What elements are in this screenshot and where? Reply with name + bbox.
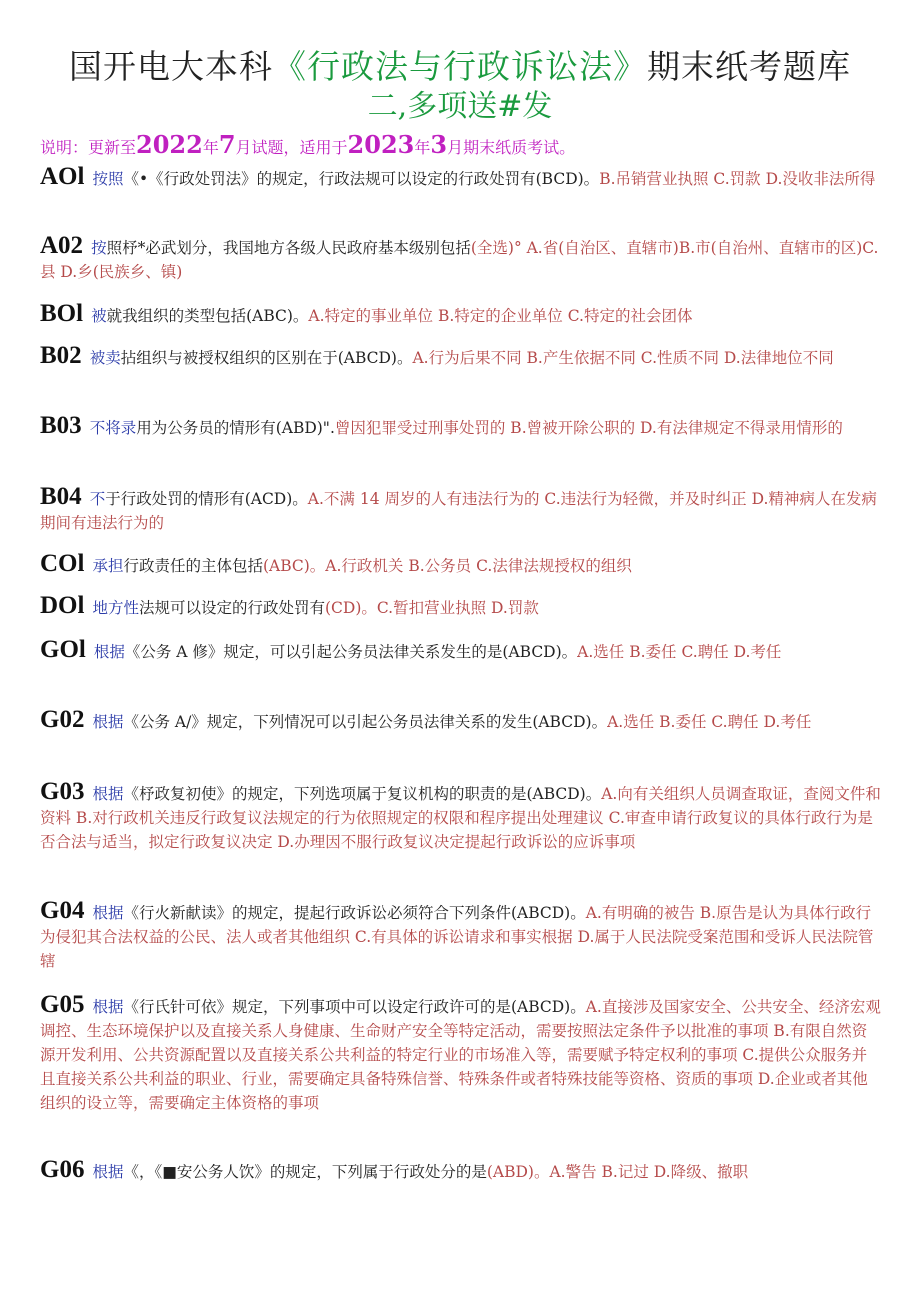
question-stem: 《，《■安公务人饮》的规定，下列属于行政处分的是 xyxy=(123,1163,487,1181)
question-options: A.直接涉及国家安全、公共安全、经济宏观调控、生态环境保护以及直接关系人身健康、生命财产安全等特定活动，需要按照法定条件予以批准的事项 B.有限自然资源开发利用、公共资源配置以及直接关系公共利益的特定行业的市场准入等，需要赋予特定权利的事项 C.提供公众服务并且直接关系公共利益的职业、行业，需要确定具备特殊信誉、特殊条件或者特殊技能等资格、资质的事项 D.企业或者其他组织的设立等，需要确定主体资格的事项 xyxy=(40,998,881,1112)
question-code: G06 xyxy=(40,1156,85,1183)
question-item xyxy=(40,485,882,535)
question-keyword: 被卖 xyxy=(89,349,121,367)
question-item xyxy=(40,552,882,578)
question-options: (ABC)。A.行政机关 B.公务员 C.法律法规授权的组织 xyxy=(262,557,632,575)
question-keyword: 根据 xyxy=(93,643,125,661)
question-stem: 于行政处罚的情形有(ACD)。 xyxy=(105,490,308,508)
question-code: G02 xyxy=(40,706,85,733)
question-item xyxy=(40,344,882,370)
question-code: B04 xyxy=(40,483,82,510)
question-keyword: 不 xyxy=(89,490,106,508)
question-code: GOl xyxy=(40,636,86,663)
question-options: A.特定的事业单位 B.特定的企业单位 C.特定的社会团体 xyxy=(308,307,693,325)
question-code: B03 xyxy=(40,412,82,439)
question-item xyxy=(40,780,882,854)
question-stem: 法规可以设定的行政处罚有 xyxy=(138,599,325,617)
question-stem: 《行氏针可依》规定，下列事项中可以设定行政许可的是(ABCD)。 xyxy=(123,998,586,1016)
question-code: G05 xyxy=(40,991,85,1018)
question-item xyxy=(40,1158,882,1184)
question-stem: 用为公务员的情形有(ABD)". xyxy=(136,419,335,437)
question-options: 曾因犯罪受过刑事处罚的 B.曾被开除公职的 D.有法律规定不得录用情形的 xyxy=(334,419,843,437)
question-stem: 拈组织与被授权组织的区别在于(ABCD)。 xyxy=(120,349,413,367)
question-keyword: 按照 xyxy=(92,170,124,188)
question-code: BOl xyxy=(40,300,84,327)
question-options: A.选任 B.委任 C.聘任 D.考任 xyxy=(607,713,812,731)
question-item xyxy=(40,234,882,284)
title-prefix: 国开电大本科 xyxy=(69,47,273,86)
question-code: A02 xyxy=(40,232,84,259)
question-stem: 就我组织的类型包括(ABC)。 xyxy=(106,307,309,325)
question-stem: 行政责任的主体包括 xyxy=(123,557,263,575)
question-item xyxy=(40,638,882,664)
page-title xyxy=(0,46,920,88)
question-stem: 《•《行政处罚法》的规定，行政法规可以设定的行政处罚有(BCD)。 xyxy=(123,170,600,188)
question-code: COl xyxy=(40,550,85,577)
question-keyword: 根据 xyxy=(92,713,124,731)
question-code: B02 xyxy=(40,342,82,369)
question-code: G04 xyxy=(40,897,85,924)
question-code: AOl xyxy=(40,163,85,190)
question-keyword: 地方性 xyxy=(92,599,139,617)
question-item xyxy=(40,414,882,440)
question-keyword: 被 xyxy=(91,307,107,325)
question-item xyxy=(40,165,882,191)
question-options: A.有明确的被告 B.原告是认为具体行政行为侵犯其合法权益的公民、法人或者其他组织 C.有具体的诉讼请求和事实根据 D.属于人民法院受案范围和受诉人民法院管辖 xyxy=(40,904,874,970)
question-options: B.吊销营业执照 C.罚款 D.没收非法所得 xyxy=(599,170,876,188)
question-stem: 《公务 A 修》规定，可以引起公务员法律关系发生的是(ABCD)。 xyxy=(124,643,578,661)
question-keyword: 根据 xyxy=(92,998,124,1016)
question-keyword: 不将录 xyxy=(89,419,137,437)
title-course: 《行政法与行政诉讼法》 xyxy=(273,47,647,86)
question-stem: 照杼*必武划分，我国地方各级人民政府基本级别包括 xyxy=(106,239,471,257)
question-item xyxy=(40,993,882,1115)
question-options: (ABD)。A.警告 B.记过 D.降级、撤职 xyxy=(486,1163,749,1181)
update-note: 说明：更新至2022年7月试题，适用于2023年3月期末纸质考试。 xyxy=(40,130,576,159)
question-options: A.行为后果不同 B.产生依据不同 C.性质不同 D.法律地位不同 xyxy=(412,349,834,367)
question-code: DOl xyxy=(40,592,85,619)
question-keyword: 按 xyxy=(91,239,107,257)
title-suffix: 期末纸考题库 xyxy=(647,47,851,86)
question-options: A.向有关组织人员调查取证，查阅文件和资料 B.对行政机关违反行政复议法规定的行为依照规定的权限和程序提出处理建议 C.审查申请行政复议的具体行政行为是否合法与适当，拟定行政复议决定 D.办理因不服行政复议决定提起行政诉讼的应诉事项 xyxy=(40,785,881,851)
question-item xyxy=(40,899,882,973)
question-item xyxy=(40,594,882,620)
question-options: A.选任 B.委任 C.聘任 D.考任 xyxy=(577,643,782,661)
section-subtitle: 二,多项送#发 xyxy=(367,89,553,124)
question-keyword: 根据 xyxy=(92,785,124,803)
question-code: G03 xyxy=(40,778,85,805)
question-options: A.不满 14 周岁的人有违法行为的 C.违法行为轻微，并及时纠正 D.精神病人在发病期间有违法行为的 xyxy=(40,490,877,532)
question-item xyxy=(40,302,882,328)
question-keyword: 承担 xyxy=(92,557,124,575)
question-options: (CD)。C.暂扣营业执照 D.罚款 xyxy=(324,599,539,617)
question-item xyxy=(40,708,882,734)
question-stem: 《公务 A/》规定，下列情况可以引起公务员法律关系的发生(ABCD)。 xyxy=(123,713,608,731)
question-stem: 《杼政复初使》的规定，下列选项属于复议机构的职责的是(ABCD)。 xyxy=(123,785,602,803)
question-options: (全选)° A.省(自治区、直辖市)B.市(自治州、直辖市的区)C.县 D.乡(民族乡、镇) xyxy=(40,239,879,281)
question-keyword: 根据 xyxy=(92,904,124,922)
question-keyword: 根据 xyxy=(92,1163,124,1181)
question-stem: 《行火新献读》的规定，提起行政诉讼必须符合下列条件(ABCD)。 xyxy=(123,904,586,922)
